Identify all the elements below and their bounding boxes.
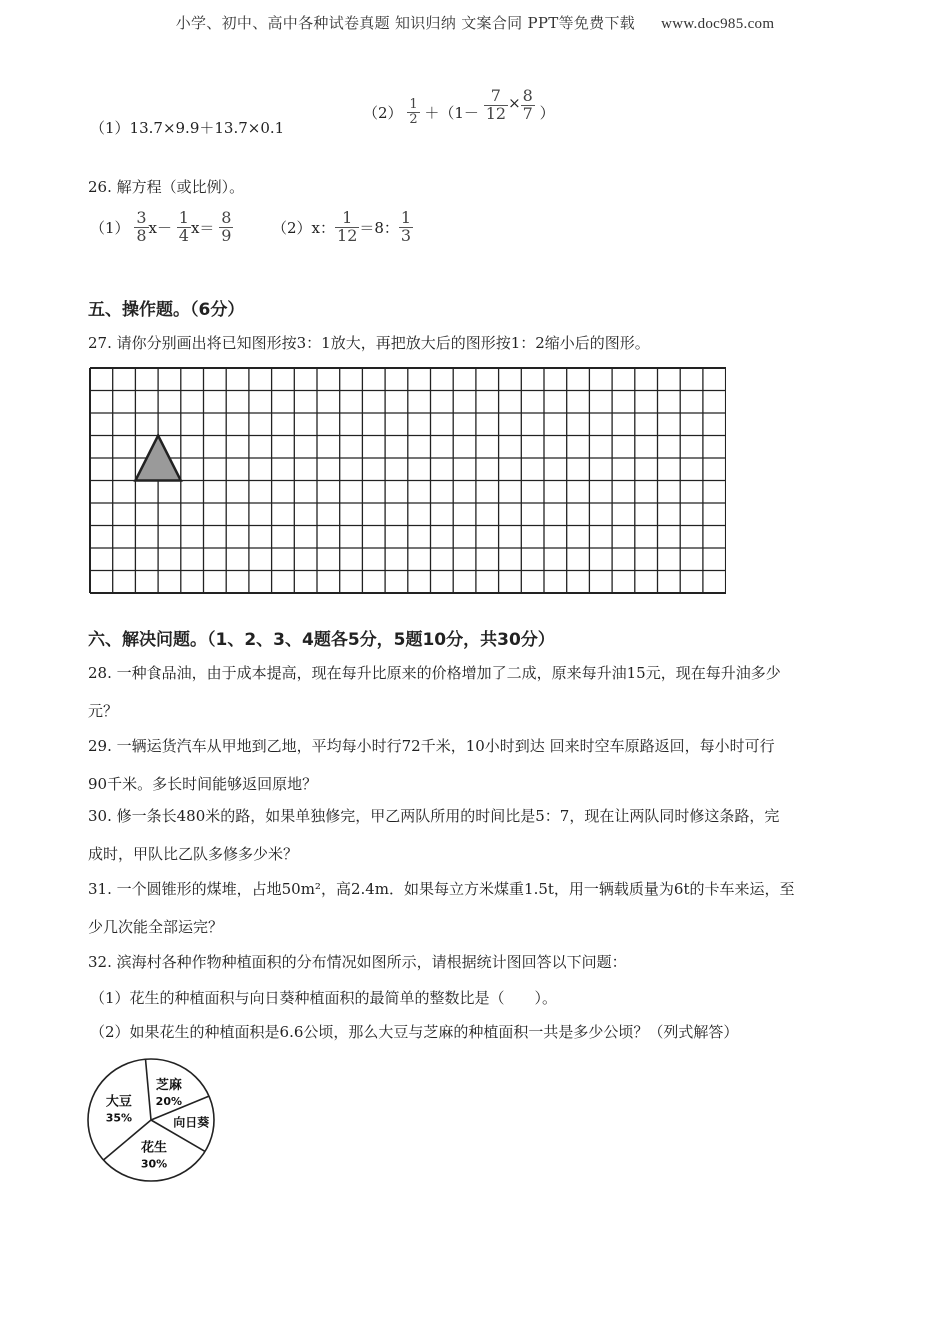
fraction: $\frac{1}{2}$ bbox=[409, 97, 418, 127]
q31-line: 31. 一个圆锥形的煤堆，占地50m²，高2.4m．如果每立方米煤重1.5t，用一辆载质量为6t的卡车来运，至 bbox=[88, 880, 795, 898]
pie-slice-label: 向日葵 bbox=[173, 1115, 210, 1130]
q32-title: 32. 滨海村各种作物种植面积的分布情况如图所示，请根据统计图回答以下问题： bbox=[88, 953, 627, 971]
q28 bbox=[88, 654, 868, 730]
pie-slice-label: 芝麻 bbox=[155, 1078, 182, 1094]
pie-chart bbox=[84, 1055, 224, 1185]
q30-line: 成时，甲队比乙队多修多少米？ bbox=[88, 845, 299, 863]
q25-p2-mid: ＋（1－ bbox=[424, 103, 479, 122]
q31 bbox=[88, 870, 868, 946]
q25-part1: （1）13.7×9.9＋13.7×0.1 bbox=[90, 119, 285, 137]
q26-part1 bbox=[90, 210, 233, 260]
header-text: 小学、初中、高中各种试卷真题 知识归纳 文案合同 PPT等免费下载 bbox=[175, 14, 636, 32]
q29-line: 90千米。多长时间能够返回原地？ bbox=[88, 775, 318, 793]
q29 bbox=[88, 727, 868, 803]
fraction: $\frac{7}{12}$ bbox=[485, 86, 507, 123]
pie-slice-label: 大豆 bbox=[105, 1094, 132, 1110]
pie-slice-percent: 35% bbox=[105, 1111, 133, 1125]
fraction: $\frac{3}{8}$ bbox=[136, 208, 147, 245]
q26-part2 bbox=[272, 210, 413, 260]
q28-line: 28. 一种食品油，由于成本提高，现在每升比原来的价格增加了二成，原来每升油15元，现在每升油多少 bbox=[88, 664, 781, 682]
q26-p1-label: （1） bbox=[90, 218, 130, 237]
q25-part2 bbox=[363, 86, 555, 127]
pie-slice-label: 花生 bbox=[141, 1140, 168, 1156]
fraction: $\frac{8}{9}$ bbox=[221, 208, 232, 245]
fraction: $\frac{1}{4}$ bbox=[178, 208, 189, 245]
page-header bbox=[0, 12, 950, 33]
drawing-grid[interactable] bbox=[88, 366, 726, 596]
section-6-title: 六、解决问题。（1、2、3、4题各5分，5题10分，共30分） bbox=[88, 630, 555, 650]
q30-line: 30. 修一条长480米的路，如果单独修完，甲乙两队所用的时间比是5：7，现在让两队同时修这条路，完 bbox=[88, 807, 780, 825]
q26-title: 26. 解方程（或比例）。 bbox=[88, 178, 245, 196]
q28-line: 元？ bbox=[88, 702, 119, 720]
fraction: $\frac{1}{3}$ bbox=[400, 208, 412, 245]
q25-p2-label: （2） bbox=[363, 103, 403, 122]
header-site: www.doc985.com bbox=[661, 16, 775, 32]
fraction: $\frac{1}{12}$ bbox=[337, 208, 358, 245]
section-5-title: 五、操作题。（6分） bbox=[88, 300, 245, 320]
q29-line: 29. 一辆运货汽车从甲地到乙地，平均每小时行72千米，10小时到达 回来时空车原路返回，每小时可行 bbox=[88, 737, 775, 755]
q32-sub2: （2）如果花生的种植面积是6.6公顷，那么大豆与芝麻的种植面积一共是多少公顷？（列式解答） bbox=[90, 1023, 739, 1041]
q26-text: x－ bbox=[148, 218, 172, 237]
pie-slice-percent: 20% bbox=[155, 1095, 183, 1109]
q26-text: ＝8： bbox=[359, 218, 399, 237]
pie-slice-percent: 30% bbox=[140, 1157, 168, 1171]
fraction: $\frac{8}{7}$ bbox=[522, 86, 533, 123]
q32-sub1: （1）花生的种植面积与向日葵种植面积的最简单的整数比是（ ）。 bbox=[90, 989, 558, 1007]
q25-p2-end: ） bbox=[539, 103, 555, 122]
q27-text: 27. 请你分别画出将已知图形按3：1放大，再把放大后的图形按1：2缩小后的图形。 bbox=[88, 334, 650, 352]
q31-line: 少几次能全部运完？ bbox=[88, 918, 224, 936]
q30 bbox=[88, 797, 868, 873]
q26-text: x＝ bbox=[190, 218, 215, 237]
q26-p2-label: （2）x： bbox=[272, 218, 336, 237]
times-sign: × bbox=[508, 94, 521, 112]
